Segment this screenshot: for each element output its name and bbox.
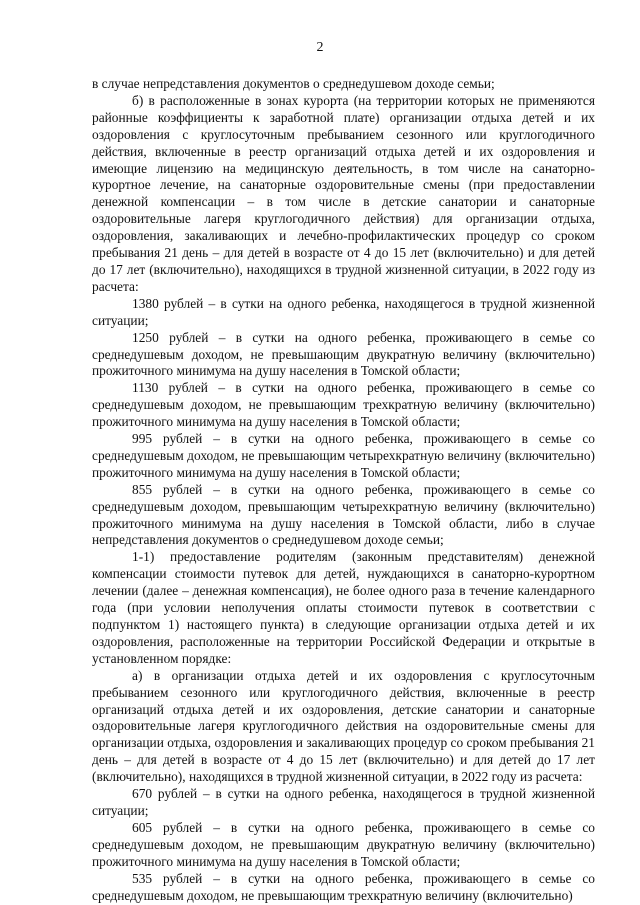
paragraph-continuation: в случае непредставления документов о среднедушевом доходе семьи; [92,76,495,91]
paragraph-rate-1250: 1250 рублей – в сутки на одного ребенка, проживающего в семье со среднедушевым доходом, не превышающим двукратную величину (включительно) прожиточного минимума на душу населения в Томской области; [92,329,595,379]
document-body [92,76,595,904]
paragraph-rate-855: 855 рублей – в сутки на одного ребенка, проживающего в семье со среднедушевым доходом, превышающим четырехкратную величину (включительно) прожиточного минимума на душу населения в Томской области, либо в случае непредставления документов о среднедушевом доходе семьи; [92,481,595,548]
page-number: 2 [316,40,324,55]
paragraph-rate-1380: 1380 рублей – в сутки на одного ребенка, находящегося в трудной жизненной ситуации; [92,295,595,328]
paragraph-item-b: б) в расположенные в зонах курорта (на территории которых не применяются районные коэффициенты к заработной плате) организации отдыха детей и их оздоровления с круглосуточным пребыванием сезонного или круглогодичного действия, включенные в реестр организаций отдыха детей и их оздоровления и имеющие лицензию на медицинскую деятельность, в том числе на санаторно-курортное лечение, на санаторные оздоровительные смены (при предоставлении денежной компенсации – в том числе в детские санатории и санаторные оздоровительные лагеря круглогодичного действия) для организации отдыха, оздоровления, закаливающих и лечебно-профилактических процедур со сроком пребывания 21 день – для детей в возрасте от 4 до 15 лет (включительно) и для детей до 17 лет (включительно), находящихся в трудной жизненной ситуации, в 2022 году из расчета: [92,92,595,294]
paragraph-rate-1130: 1130 рублей – в сутки на одного ребенка, проживающего в семье со среднедушевым доходом, не превышающим трехкратную величину (включительно) прожиточного минимума на душу населения в Томской области; [92,380,595,430]
paragraph-rate-605: 605 рублей – в сутки на одного ребенка, проживающего в семье со среднедушевым доходом, не превышающим двукратную величину (включительно) прожиточного минимума на душу населения в Томской области; [92,819,595,869]
paragraph-rate-995: 995 рублей – в сутки на одного ребенка, проживающего в семье со среднедушевым доходом, не превышающим четырехкратную величину (включительно) прожиточного минимума на душу населения в Томской области; [92,431,595,480]
paragraph-rate-535: 535 рублей – в сутки на одного ребенка, проживающего в семье со среднедушевым доходом, не превышающим трехкратную величину (включительно) [92,870,595,903]
paragraph-rate-670: 670 рублей – в сутки на одного ребенка, находящегося в трудной жизненной ситуации; [92,786,595,818]
paragraph-item-1-1: 1-1) предоставление родителям (законным представителям) денежной компенсации стоимости путевок для детей, нуждающихся в санаторно-курортном лечении (далее – денежная компенсация), не более одного раза в течение календарного года (при условии неполучения оплаты стоимости путевок в соответствии с подпунктом 1) настоящего пункта) в следующие организации отдыха детей и их оздоровления, расположенные на территории Российской Федерации и открытые в установленном порядке: [92,549,595,666]
paragraph-item-a: а) в организации отдыха детей и их оздоровления с круглосуточным пребыванием сезонного или круглогодичного действия, включенные в реестр организаций отдыха детей и их оздоровления, детские санатории и санаторные оздоровительные лагеря круглогодичного действия на оздоровительные смены для организации отдыха, оздоровления и закаливающих процедур со сроком пребывания 21 день – для детей в возрасте от 4 до 15 лет (включительно) и для детей до 17 лет (включительно), находящихся в трудной жизненной ситуации, в 2022 году из расчета: [92,667,595,785]
